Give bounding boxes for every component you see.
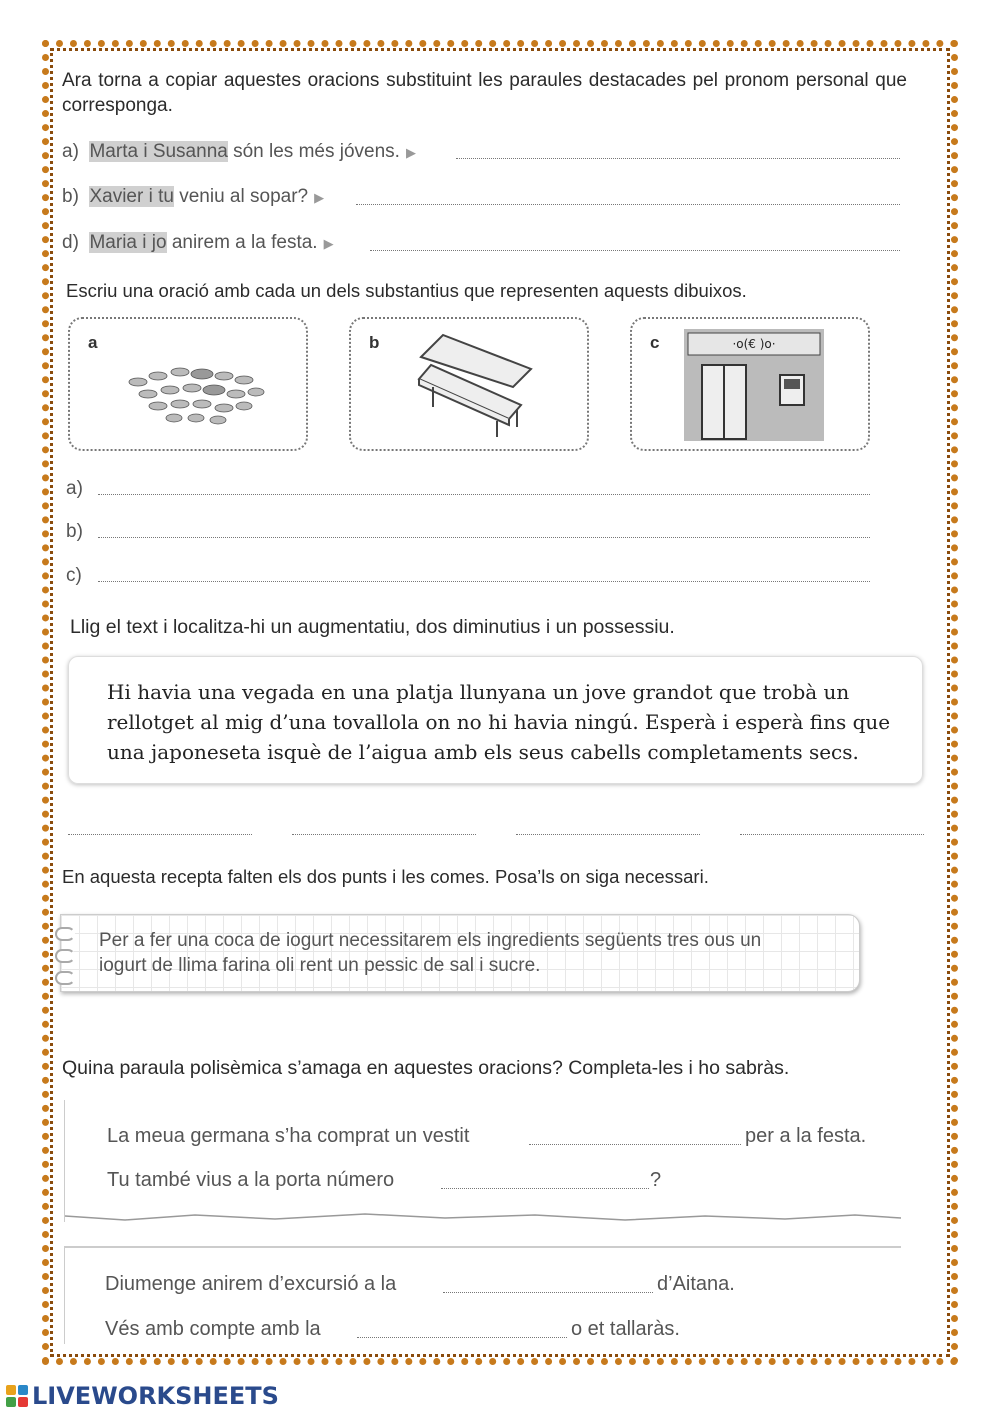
ex2-line-a-label: a) bbox=[66, 478, 83, 499]
item-letter: a) bbox=[62, 141, 79, 162]
picture-label: b bbox=[369, 333, 380, 352]
answer-line-ex5-1[interactable] bbox=[529, 1144, 741, 1145]
bench-icon bbox=[413, 327, 543, 437]
exercise-4-instruction: En aquesta recepta falten els dos punts i les comes. Posa’ls on siga necessari. bbox=[62, 866, 709, 887]
polysemy-sentence-3-end: d’Aitana. bbox=[657, 1273, 735, 1295]
picture-box-c bbox=[630, 317, 870, 451]
answer-line-possessive[interactable] bbox=[740, 834, 924, 835]
recipe-notebook bbox=[60, 914, 860, 992]
picture-box-a bbox=[68, 317, 308, 451]
torn-paper-1 bbox=[64, 1100, 901, 1222]
sentence-rest: veniu al sopar? bbox=[179, 186, 309, 207]
sentence-rest: són les més jóvens. bbox=[233, 141, 400, 162]
exercise-3-instruction: Llig el text i localitza-hi un augmentatiu, dos diminutius i un possessiu. bbox=[70, 616, 675, 638]
ring-icon bbox=[55, 927, 75, 941]
exercise-2-instruction: Escriu una oració amb cada un dels substantius que representen aquests dibuixos. bbox=[66, 280, 747, 301]
ex2-line-b-label: b) bbox=[66, 521, 83, 542]
ring-icon bbox=[55, 949, 75, 963]
polysemy-sentence-1-start: La meua germana s’ha comprat un vestit bbox=[107, 1125, 470, 1147]
sentence-rest: anirem a la festa. bbox=[171, 232, 318, 253]
answer-line-ex1-b[interactable] bbox=[356, 204, 900, 205]
answer-line-ex2-c[interactable] bbox=[98, 581, 870, 582]
answer-line-ex1-d[interactable] bbox=[370, 250, 900, 251]
answer-line-ex5-4[interactable] bbox=[357, 1337, 567, 1338]
arrow-icon: ▶ bbox=[314, 190, 325, 205]
story-line-2: rellotget al mig d’una tovallola on no hi havia ningú. Esperà i esperà fins que bbox=[107, 710, 891, 734]
ex1-item-a bbox=[62, 141, 422, 163]
ring-icon bbox=[55, 971, 75, 985]
story-line-3: una japoneseta isquè de l’aigua amb els seus cabells completaments secs. bbox=[107, 740, 859, 764]
item-letter: d) bbox=[62, 232, 79, 253]
highlighted-words: Maria i jo bbox=[89, 232, 167, 253]
highlighted-words: Marta i Susanna bbox=[89, 141, 228, 162]
picture-box-b bbox=[349, 317, 589, 451]
polysemy-sentence-2-end: ? bbox=[650, 1169, 662, 1191]
ex1-item-b bbox=[62, 186, 330, 208]
bank-storefront-icon bbox=[684, 329, 824, 441]
answer-line-ex1-a[interactable] bbox=[456, 158, 900, 159]
brand-name: LIVEWORKSHEETS bbox=[32, 1382, 279, 1410]
arrow-icon: ▶ bbox=[323, 236, 334, 251]
liveworksheets-logo bbox=[6, 1382, 279, 1410]
recipe-line-2[interactable]: iogurt de llima farina oli rent un pessic de sal i sucre. bbox=[99, 955, 541, 976]
polysemy-sentence-4-end: o et tallaràs. bbox=[571, 1318, 680, 1340]
story-line-1: Hi havia una vegada en una platja llunyana un jove grandot que trobà un bbox=[107, 680, 850, 704]
logo-squares-icon bbox=[6, 1385, 30, 1407]
answer-line-ex5-3[interactable] bbox=[443, 1292, 653, 1293]
ex2-line-c-label: c) bbox=[66, 565, 82, 586]
torn-edge bbox=[65, 1212, 901, 1226]
polysemy-sentence-2-start: Tu també vius a la porta número bbox=[107, 1169, 395, 1191]
answer-line-diminutive-1[interactable] bbox=[292, 834, 476, 835]
answer-line-ex2-b[interactable] bbox=[98, 537, 870, 538]
picture-label: c bbox=[650, 333, 660, 352]
ex1-item-d bbox=[62, 232, 340, 254]
answer-line-ex2-a[interactable] bbox=[98, 494, 870, 495]
picture-label: a bbox=[88, 333, 98, 352]
item-letter: b) bbox=[62, 186, 79, 207]
arrow-icon: ▶ bbox=[405, 145, 416, 160]
answer-line-diminutive-2[interactable] bbox=[516, 834, 700, 835]
torn-paper-2 bbox=[64, 1246, 901, 1344]
svg-text:·o(€ )o·: ·o(€ )o· bbox=[732, 337, 776, 351]
highlighted-words: Xavier i tu bbox=[89, 186, 174, 207]
polysemy-sentence-1-end: per a la festa. bbox=[745, 1125, 867, 1147]
recipe-line-1[interactable]: Per a fer una coca de iogurt necessitarem els ingredients següents tres ous un bbox=[99, 930, 762, 951]
exercise-5-instruction: Quina paraula polisèmica s’amaga en aquestes oracions? Completa-les i ho sabràs. bbox=[62, 1057, 790, 1079]
answer-line-augmentative[interactable] bbox=[68, 834, 252, 835]
fish-school-icon bbox=[118, 354, 268, 434]
polysemy-sentence-3-start: Diumenge anirem d’excursió a la bbox=[105, 1273, 397, 1295]
exercise-1-instruction: Ara torna a copiar aquestes oracions substituint les paraules destacades pel pronom personal que corresponga. bbox=[62, 70, 907, 116]
answer-line-ex5-2[interactable] bbox=[441, 1188, 649, 1189]
story-box bbox=[68, 656, 923, 784]
polysemy-sentence-4-start: Vés amb compte amb la bbox=[105, 1318, 321, 1340]
